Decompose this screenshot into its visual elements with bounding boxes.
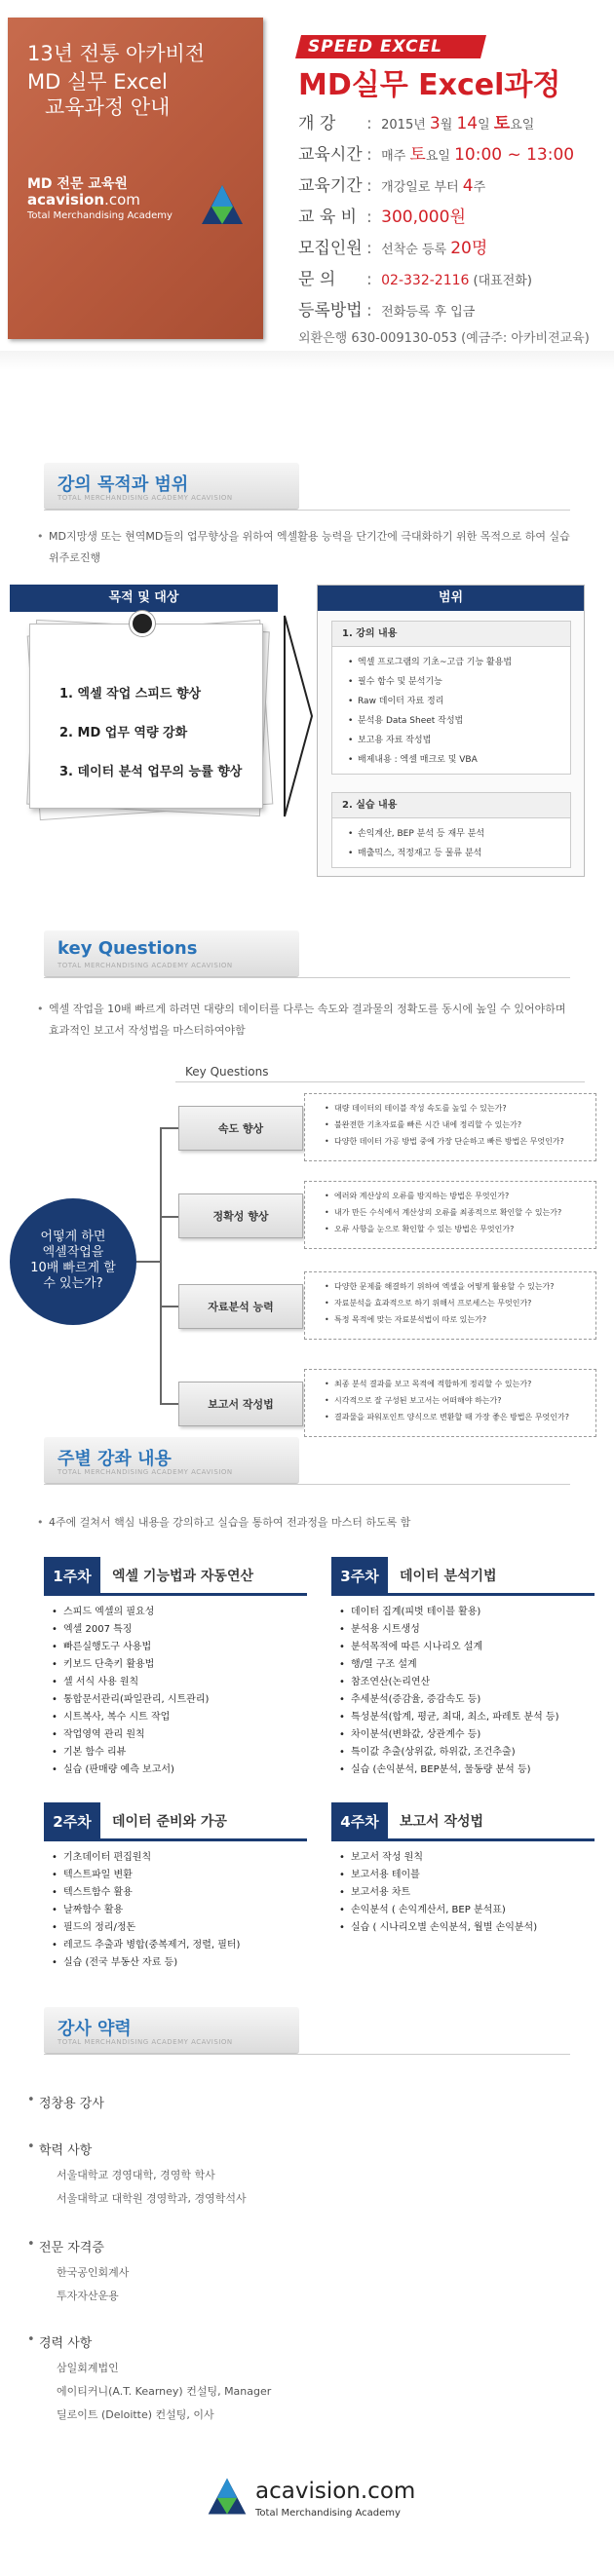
week-item: • 보고서용 테이블 (339, 1867, 595, 1884)
week-item: • 실습 ( 시나리오별 손익분석, 월별 손익분석) (339, 1919, 595, 1937)
kq-label-analysis: 자료분석 능력 (178, 1284, 303, 1329)
section-header-key-questions: key Questions TOTAL MERCHANDISING ACADEMY ACAVISION (44, 930, 299, 977)
profile-group-title: • 경력 사항 (39, 2332, 92, 2351)
connector-line (160, 1403, 178, 1405)
info-row-fee: 교 육 비 : 300,000원 (298, 208, 466, 227)
banner-heading-line3: 교육과정 안내 (45, 95, 171, 119)
week-item: • 실습 (전국 부동산 자료 등) (52, 1954, 307, 1972)
scope-item: • 필수 함수 및 분석기능 (348, 672, 570, 692)
week-3-block (331, 1557, 595, 1779)
week-item: • 참조연산(논리연산 (339, 1674, 595, 1691)
week-item: • 필드의 정리/정돈 (52, 1919, 307, 1937)
week-item: • 특성분석(합계, 평균, 최대, 최소, 파레토 분석 등) (339, 1709, 595, 1726)
goal-item: 2. MD 업무 역량 강화 (59, 726, 188, 740)
tagline: Total Merchandising Academy (27, 210, 173, 221)
banner-heading-line2: MD 실무 Excel (27, 70, 168, 94)
divider (44, 1484, 570, 1485)
week-1-block (44, 1557, 307, 1779)
footer-site: acavision.com (255, 2479, 416, 2504)
week-item: • 작업영역 관리 원칙 (52, 1726, 307, 1744)
purpose-description: • MD지망생 또는 현역MD들의 업무향상을 위하여 엑셀활용 능력을 단기간에 극대화하기 위한 목적으로 하여 실습위주로진행 (49, 526, 575, 569)
scope-box (317, 585, 585, 877)
week-number: 2주차 (44, 1802, 100, 1841)
profile-item: 서울대학교 대학원 경영학과, 경영학석사 (57, 2192, 247, 2205)
week-item: • 셀 서식 사용 원칙 (52, 1674, 307, 1691)
speed-excel-badge: SPEED EXCEL (295, 35, 486, 58)
arrow-right-icon (283, 614, 316, 818)
week-4-block (331, 1802, 595, 1937)
goal-item: 1. 엑셀 작업 스피드 향상 (59, 687, 202, 701)
week-item: • 손익분석 ( 손익계산서, BEP 분석표) (339, 1902, 595, 1919)
week-number: 3주차 (331, 1557, 388, 1596)
week-item: • 텍스트함수 활용 (52, 1884, 307, 1902)
week-item: • 보고서용 차트 (339, 1884, 595, 1902)
week-item: • 기본 함수 리뷰 (52, 1744, 307, 1762)
profile-item: 삼일회계법인 (57, 2362, 119, 2374)
goal-item: 3. 데이터 분석 업무의 능률 향상 (59, 765, 243, 779)
kq-box-speed: • 대량 데이터의 테이블 작성 속도를 높일 수 있는가? • 불완전한 기초자료를 빠른 시간 내에 정리할 수 있는가? • 다양한 데이터 가공 방법 중에 가장 단순하고 빠른 방법은 무엇인가? (304, 1093, 596, 1161)
profile-item: 한국공인회계사 (57, 2266, 130, 2279)
paper-stack-front (29, 624, 263, 809)
info-row-capacity: 모집인원 : 선착순 등록 20명 (298, 239, 488, 258)
week-item: • 텍스트파일 변환 (52, 1867, 307, 1884)
site-name: acavision.com (27, 191, 140, 208)
kq-box-analysis: • 다양한 문제를 해결하기 위하여 엑셀을 어떻게 활용할 수 있는가? • 자료분석을 효과적으로 하기 위해서 프로세스는 무엇인가? • 특정 목적에 맞는 자료분석법이 따로 있는가? (304, 1271, 596, 1340)
connector-line (160, 1127, 162, 1404)
scope-item: • Raw 데이터 자료 정리 (348, 692, 570, 711)
bank-account: 외환은행 630-009130-053 (예금주: 아카비젼교육) (298, 331, 590, 346)
scope-item: • 보고용 자료 작성법 (348, 731, 570, 750)
week-title: 데이터 준비와 가공 (112, 1814, 227, 1830)
course-title: MD실무 Excel과정 (298, 68, 561, 102)
scope-group-lecture: 1. 강의 내용 • 엑셀 프로그램의 기초~고급 기능 활용법 • 필수 함수 및 분석기능 • Raw 데이터 자료 정리 • 분석용 Data Sheet 작성법 • 보고용 자료 작성법 • 배제내용 : 엑셀 매크로 및 VBA (331, 621, 571, 775)
instructor-name: • 정창용 강사 (39, 2093, 104, 2111)
week-item: • 데이터 집계(피벗 테이블 활용) (339, 1604, 595, 1621)
connector-line (160, 1306, 178, 1307)
week-title: 데이터 분석기법 (400, 1569, 497, 1584)
banner-heading-line1: 13년 전통 아카비전 (27, 42, 206, 65)
info-row-start: 개 강 : 2015년 3월 14일 토요일 (298, 114, 535, 133)
divider (175, 1081, 585, 1082)
connector-line (160, 1127, 178, 1129)
divider (44, 2054, 570, 2055)
profile-group-title: • 전문 자격증 (39, 2237, 104, 2255)
purpose-header: 목적 및 대상 (10, 585, 278, 612)
week-item: • 분석용 시트생성 (339, 1621, 595, 1639)
week-item: • 날짜함수 활용 (52, 1902, 307, 1919)
week-item: • 시트복사, 복수 시트 작업 (52, 1709, 307, 1726)
footer-logo (205, 2473, 416, 2531)
section-header-weekly: 주별 강좌 내용 TOTAL MERCHANDISING ACADEMY ACAVISION (44, 1437, 299, 1484)
profile-item: 투자자산운용 (57, 2290, 119, 2302)
week-item: • 레코드 추출과 병합(중복제거, 정렬, 필터) (52, 1937, 307, 1954)
week-number: 4주차 (331, 1802, 388, 1841)
week-item: • 통합문서관리(파일관리, 시트관리) (52, 1691, 307, 1709)
scope-item: • 손익계산, BEP 분석 등 재무 분석 (348, 824, 570, 844)
scope-group-practice: 2. 실습 내용 • 손익계산, BEP 분석 등 재무 분석 • 매출믹스, 적정재고 등 물류 분석 (331, 792, 571, 868)
week-item: • 기초데이터 편집원칙 (52, 1849, 307, 1867)
week-item: • 빠른실행도구 사용법 (52, 1639, 307, 1656)
acavision-logo-icon (205, 2475, 249, 2519)
connector-line (136, 1261, 160, 1263)
week-item: • 분석목적에 따른 시나리오 설계 (339, 1639, 595, 1656)
connector-line (160, 1216, 178, 1218)
kq-label-speed: 속도 향상 (178, 1106, 303, 1151)
info-row-period: 교육기간 : 개강일로 부터 4주 (298, 176, 486, 196)
acavision-logo-icon (198, 181, 247, 230)
week-title: 엑셀 기능법과 자동연산 (112, 1569, 253, 1584)
profile-item: 딜로이트 (Deloitte) 컨설팅, 이사 (57, 2408, 214, 2421)
purpose-target-box (10, 585, 278, 818)
profile-item: 에이티커니(A.T. Kearney) 컨설팅, Manager (57, 2385, 272, 2398)
info-row-register: 등록방법 : 전화등록 후 입금 (298, 301, 476, 321)
kq-label-accuracy: 정확성 향상 (178, 1193, 303, 1238)
week-item: • 특이값 추출(상위값, 하위값, 조건추출) (339, 1744, 595, 1762)
week-item: • 차이분석(변화값, 상관계수 등) (339, 1726, 595, 1744)
week-item: • 추세분석(증감율, 증감속도 등) (339, 1691, 595, 1709)
divider (44, 977, 570, 978)
section-header-profile: 강사 약력 TOTAL MERCHANDISING ACADEMY ACAVISION (44, 2007, 299, 2054)
week-item: • 보고서 작성 원칙 (339, 1849, 595, 1867)
scope-item: • 매출믹스, 적정재고 등 물류 분석 (348, 844, 570, 863)
week-item: • 엑셀 2007 특징 (52, 1621, 307, 1639)
divider (44, 510, 570, 511)
week-item: • 키보드 단축키 활용법 (52, 1656, 307, 1674)
week-title: 보고서 작성법 (400, 1814, 484, 1830)
week-item: • 실습 (판매량 예측 보고서) (52, 1762, 307, 1779)
banner-bottom-shade (0, 351, 614, 370)
scope-item: • 배제내용 : 엑셀 매크로 및 VBA (348, 750, 570, 770)
key-question-center: 어떻게 하면 엑셀작업을 10배 빠르게 할 수 있는가? (10, 1198, 136, 1325)
kq-box-accuracy: • 에러와 계산상의 오류를 방지하는 방법은 무엇인가? • 내가 만든 수식에서 계산상의 오류를 최종적으로 확인할 수 있는가? • 오류 사항을 눈으로 확인할 수 있는 방법은 무엇인가? (304, 1181, 596, 1249)
scope-header: 범위 (318, 586, 584, 611)
key-questions-title: Key Questions (185, 1065, 269, 1079)
header-banner (0, 0, 614, 380)
pin-icon (130, 611, 155, 636)
week-item: • 스피드 엑셀의 필요성 (52, 1604, 307, 1621)
footer-tagline: Total Merchandising Academy (255, 2508, 401, 2519)
info-row-time: 교육시간 : 매주 토요일 10:00 ~ 13:00 (298, 145, 575, 165)
scope-item: • 엑셀 프로그램의 기초~고급 기능 활용법 (348, 653, 570, 672)
scope-item: • 분석용 Data Sheet 작성법 (348, 711, 570, 731)
week-item: • 실습 (손익분석, BEP분석, 물동량 분석 등) (339, 1762, 595, 1779)
week-2-block (44, 1802, 307, 1972)
profile-item: 서울대학교 경영대학, 경영학 학사 (57, 2169, 215, 2181)
week-number: 1주차 (44, 1557, 100, 1596)
week-item: • 행/열 구조 설계 (339, 1656, 595, 1674)
weekly-description: • 4주에 걸쳐서 핵심 내용을 강의하고 실습을 통하여 전과정을 마스터 하도록 함 (49, 1512, 575, 1534)
kq-label-report: 보고서 작성법 (178, 1382, 303, 1426)
profile-group-title: • 학력 사항 (39, 2140, 92, 2158)
section-header-purpose: 강의 목적과 범위 TOTAL MERCHANDISING ACADEMY ACAVISION (44, 463, 299, 510)
banner-left-panel (8, 18, 263, 339)
org-name: MD 전문 교육원 (27, 176, 128, 192)
kq-box-report: • 최종 분석 결과를 보고 목적에 적합하게 정리할 수 있는가? • 시각적으로 잘 구성된 보고서는 어떠해야 하는가? • 결과물을 파워포인트 양식으로 변환할 때 가장 좋은 방법은 무엇인가? (304, 1369, 596, 1437)
key-questions-description: • 엑셀 작업을 10배 빠르게 하려면 대량의 데이터를 다루는 속도와 결과물의 정확도를 동시에 높일 수 있어야하며 효과적인 보고서 작성법을 마스터하여야함 (49, 999, 575, 1042)
info-row-contact: 문 의 : 02-332-2116 (대표전화) (298, 270, 532, 289)
